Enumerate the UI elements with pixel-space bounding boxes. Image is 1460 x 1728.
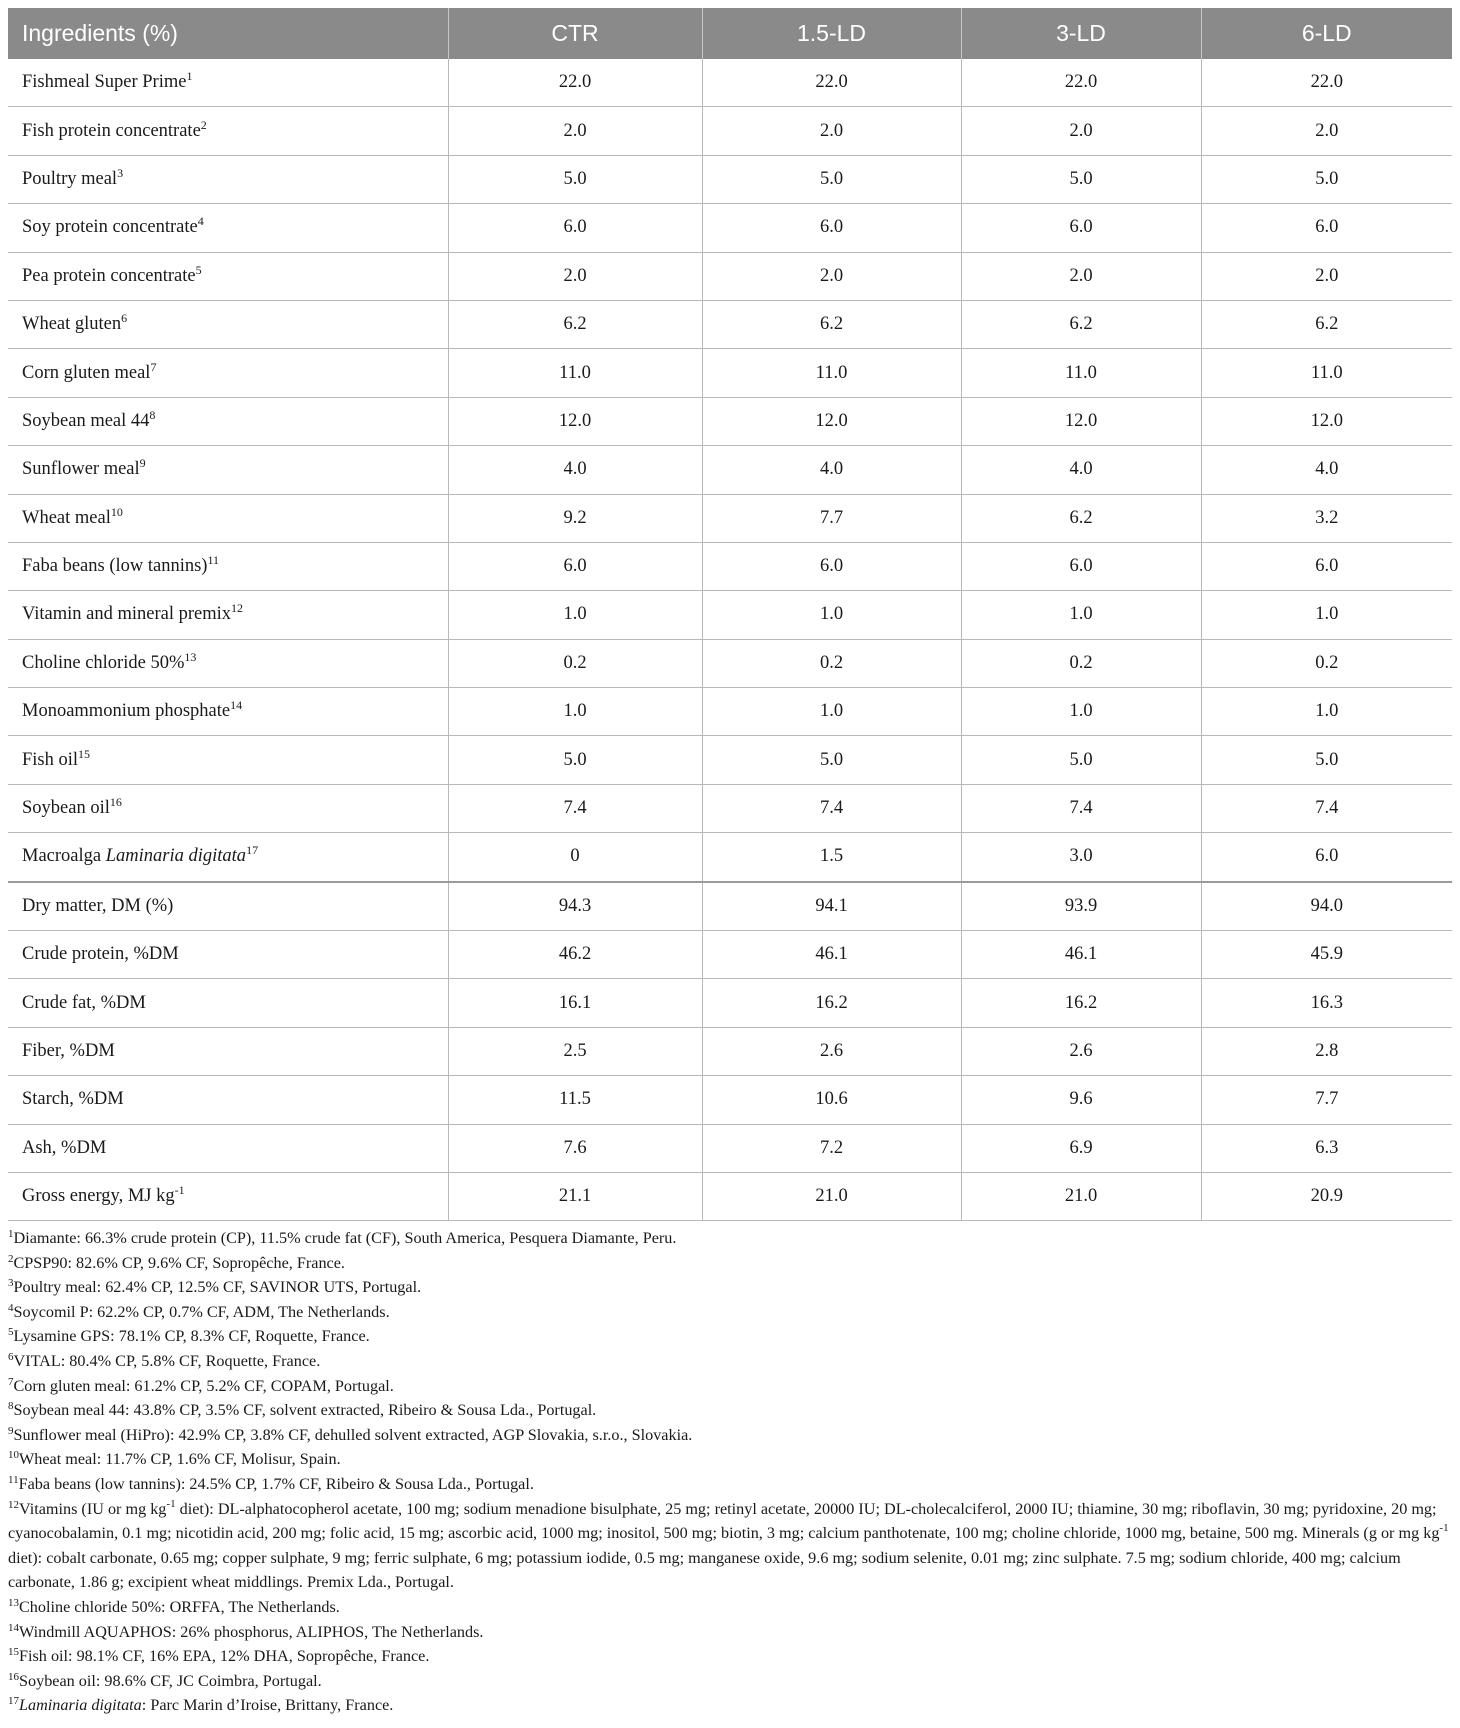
table-cell: 10.6: [702, 1076, 961, 1124]
footnote-ref: 6: [121, 311, 128, 326]
footnote-ref: 15: [78, 746, 91, 761]
table-cell: 7.4: [448, 784, 702, 832]
ingredient-name-italic: Laminaria digitata: [105, 846, 247, 867]
footnote-number: 10: [8, 1449, 19, 1462]
footnote-number: 13: [8, 1596, 19, 1609]
table-cell: 9.6: [961, 1076, 1201, 1124]
table-cell: 4.0: [1201, 446, 1452, 494]
footnote-ref: 4: [197, 214, 204, 229]
table-row: [8, 446, 1452, 494]
ingredient-name: Soybean oil: [22, 798, 110, 819]
footnote-ref: 11: [207, 553, 220, 568]
footnote-text: VITAL: 80.4% CP, 5.8% CF, Roquette, France.: [13, 1351, 321, 1370]
table-cell: 2.0: [702, 252, 961, 300]
table-cell: 2.0: [1201, 107, 1452, 155]
row-label: [8, 204, 448, 252]
column-header-ingredients: Ingredients (%): [8, 8, 448, 59]
table-cell: 11.0: [702, 349, 961, 397]
composition-name: Gross energy, MJ kg: [22, 1186, 175, 1207]
table-cell: 7.4: [1201, 784, 1452, 832]
footnote-ref: 9: [139, 456, 146, 471]
table-row: [8, 736, 1452, 784]
table-row: [8, 1076, 1452, 1124]
unit-exponent: -1: [174, 1183, 185, 1198]
table-cell: 1.0: [1201, 591, 1452, 639]
table-cell: 7.6: [448, 1124, 702, 1172]
footnote: [8, 1423, 1452, 1448]
ingredient-name: Vitamin and mineral premix: [22, 604, 232, 625]
table-cell: 1.0: [961, 591, 1201, 639]
table-cell: 2.0: [448, 107, 702, 155]
composition-name: Dry matter, DM (%): [22, 895, 174, 916]
table-cell: 12.0: [448, 397, 702, 445]
table-cell: 1.0: [448, 591, 702, 639]
table-cell: 1.0: [961, 688, 1201, 736]
row-label: [8, 542, 448, 590]
footnote-ref: 12: [231, 601, 244, 616]
table-cell: 6.2: [448, 300, 702, 348]
footnote-text: Corn gluten meal: 61.2% CP, 5.2% CF, COPAM, Portugal.: [13, 1376, 394, 1395]
table-cell: 94.3: [448, 882, 702, 931]
unit-exponent: -1: [166, 1497, 176, 1510]
table-cell: 22.0: [448, 59, 702, 107]
table-cell: 2.6: [702, 1027, 961, 1075]
footnote: [8, 1251, 1452, 1276]
row-label: [8, 931, 448, 979]
table-cell: 2.0: [702, 107, 961, 155]
footnote-ref: 10: [110, 504, 123, 519]
table-cell: 46.1: [702, 931, 961, 979]
footnote-number: 7: [8, 1375, 14, 1388]
diet-composition-table: [8, 8, 1452, 1221]
footnote-number: 5: [8, 1326, 14, 1339]
footnote-ref: 2: [200, 117, 207, 132]
table-header: [8, 8, 1452, 59]
table-row: [8, 349, 1452, 397]
table-row: [8, 300, 1452, 348]
table-row: [8, 107, 1452, 155]
footnote-number: 17: [8, 1695, 19, 1708]
table-cell: 5.0: [702, 736, 961, 784]
ingredient-name: Macroalga: [22, 846, 106, 867]
footnote-ref: 17: [246, 843, 259, 858]
table-cell: 1.0: [702, 591, 961, 639]
footnote-italic: Laminaria digitata: [19, 1696, 142, 1715]
table-cell: 5.0: [1201, 736, 1452, 784]
footnote-number: 12: [8, 1498, 19, 1511]
footnote-ref: 3: [117, 165, 124, 180]
row-label: [8, 252, 448, 300]
table-row: [8, 494, 1452, 542]
footnote: [8, 1324, 1452, 1349]
row-label: [8, 1076, 448, 1124]
table-cell: 6.0: [448, 542, 702, 590]
footnote: [8, 1374, 1452, 1399]
table-cell: 0.2: [1201, 639, 1452, 687]
footnote: [8, 1669, 1452, 1694]
ingredient-name: Wheat meal: [22, 507, 111, 528]
footnote-number: 3: [8, 1277, 14, 1290]
table-cell: 21.1: [448, 1172, 702, 1220]
row-label: [8, 300, 448, 348]
table-cell: 20.9: [1201, 1172, 1452, 1220]
footnote-number: 11: [8, 1473, 19, 1486]
table-cell: 16.1: [448, 979, 702, 1027]
footnote: [8, 1472, 1452, 1497]
table-cell: 6.2: [961, 494, 1201, 542]
table-cell: 6.0: [961, 542, 1201, 590]
footnote-text: Choline chloride 50%: ORFFA, The Netherlands.: [19, 1597, 340, 1616]
table-cell: 11.5: [448, 1076, 702, 1124]
table-cell: 94.1: [702, 882, 961, 931]
footnote-number: 4: [8, 1301, 14, 1314]
table-cell: 45.9: [1201, 931, 1452, 979]
composition-name: Crude fat, %DM: [22, 992, 146, 1013]
footnote: [8, 1693, 1452, 1718]
footnote: [8, 1620, 1452, 1645]
footnote-text: diet): DL-alphatocopherol acetate, 100 mg; sodium menadione bisulphate, 25 mg; retinyl acetate, 20000 IU; DL-cholecalciferol, 2000 IU; thiamine, 30 mg; riboflavin, 30 mg; pyridoxine, 20 mg; cyanocobalamin, 0.1 mg; nicotidin acid, 200 mg; folic acid, 15 mg; ascorbic acid, 1000 mg; inositol, 500 mg; biotin, 3 mg; calcium panthotenate, 100 mg; choline chloride, 1000 mg, betaine, 500 mg. Minerals (g or mg kg: [8, 1499, 1440, 1543]
table-cell: 0.2: [702, 639, 961, 687]
table-cell: 5.0: [702, 155, 961, 203]
table-row: [8, 882, 1452, 931]
table-cell: 93.9: [961, 882, 1201, 931]
footnote-text: Faba beans (low tannins): 24.5% CP, 1.7% CF, Ribeiro & Sousa Lda., Portugal.: [18, 1474, 534, 1493]
row-label: [8, 688, 448, 736]
ingredient-name: Poultry meal: [22, 168, 118, 189]
column-header-ctr: CTR: [448, 8, 702, 59]
table-row: [8, 931, 1452, 979]
table-row: [8, 204, 1452, 252]
table-cell: 1.0: [1201, 688, 1452, 736]
footnote-number: 15: [8, 1646, 19, 1659]
ingredient-name: Corn gluten meal: [22, 362, 151, 383]
table-cell: 6.9: [961, 1124, 1201, 1172]
footnote-number: 9: [8, 1424, 14, 1437]
row-label: [8, 107, 448, 155]
table-row: [8, 784, 1452, 832]
ingredient-name: Fish protein concentrate: [22, 120, 201, 141]
table-cell: 4.0: [702, 446, 961, 494]
footnote-text: Wheat meal: 11.7% CP, 1.6% CF, Molisur, Spain.: [19, 1450, 341, 1469]
table-cell: 11.0: [1201, 349, 1452, 397]
footnote-number: 8: [8, 1400, 14, 1413]
table-cell: 6.2: [961, 300, 1201, 348]
footnote-text: Sunflower meal (HiPro): 42.9% CP, 3.8% CF, dehulled solvent extracted, AGP Slovakia, s.r.o., Slovakia.: [13, 1425, 693, 1444]
footnote: [8, 1275, 1452, 1300]
table-cell: 3.0: [961, 833, 1201, 882]
ingredient-name: Choline chloride 50%: [22, 652, 185, 673]
footnote: [8, 1447, 1452, 1472]
table-cell: 1.0: [702, 688, 961, 736]
footnote: [8, 1595, 1452, 1620]
table-cell: 5.0: [961, 736, 1201, 784]
table-cell: 6.3: [1201, 1124, 1452, 1172]
table-cell: 6.0: [702, 204, 961, 252]
table-cell: 5.0: [448, 155, 702, 203]
row-label: [8, 1172, 448, 1220]
row-label: [8, 155, 448, 203]
table-row: [8, 1027, 1452, 1075]
footnote-number: 6: [8, 1350, 14, 1363]
row-label: [8, 736, 448, 784]
table-cell: 7.4: [702, 784, 961, 832]
table-row: [8, 639, 1452, 687]
ingredient-name: Pea protein concentrate: [22, 265, 196, 286]
footnote: [8, 1349, 1452, 1374]
table-cell: 6.2: [702, 300, 961, 348]
table-cell: 2.0: [1201, 252, 1452, 300]
table-cell: 22.0: [961, 59, 1201, 107]
table-cell: 46.1: [961, 931, 1201, 979]
table-row: [8, 591, 1452, 639]
ingredient-name: Soybean meal 44: [22, 410, 150, 431]
table-cell: 11.0: [961, 349, 1201, 397]
table-cell: 16.2: [961, 979, 1201, 1027]
table-body: [8, 59, 1452, 1221]
table-row: [8, 1124, 1452, 1172]
footnote: [8, 1300, 1452, 1325]
row-label: [8, 1027, 448, 1075]
table-row: [8, 252, 1452, 300]
footnote-text: Vitamins (IU or mg kg: [19, 1499, 167, 1518]
composition-name: Fiber, %DM: [22, 1041, 115, 1061]
row-label: [8, 979, 448, 1027]
table-footnotes: [8, 1226, 1452, 1718]
row-label: [8, 833, 448, 882]
table-cell: 6.0: [1201, 542, 1452, 590]
footnote-number: 14: [8, 1621, 19, 1634]
table-cell: 11.0: [448, 349, 702, 397]
table-cell: 12.0: [961, 397, 1201, 445]
footnote-ref: 13: [184, 649, 197, 664]
table-cell: 6.0: [1201, 204, 1452, 252]
table-cell: 2.5: [448, 1027, 702, 1075]
footnote-text: Fish oil: 98.1% CF, 16% EPA, 12% DHA, Sopropêche, France.: [19, 1647, 430, 1666]
header-row: [8, 8, 1452, 59]
footnote-text: Poultry meal: 62.4% CP, 12.5% CF, SAVINOR UTS, Portugal.: [13, 1278, 422, 1297]
table-cell: 2.8: [1201, 1027, 1452, 1075]
table-cell: 7.2: [702, 1124, 961, 1172]
table-cell: 0.2: [961, 639, 1201, 687]
footnote-number: 2: [8, 1252, 14, 1265]
table-cell: 7.7: [1201, 1076, 1452, 1124]
footnote-text: Lysamine GPS: 78.1% CP, 8.3% CF, Roquette, France.: [13, 1327, 370, 1346]
table-cell: 1.5: [702, 833, 961, 882]
ingredient-name: Sunflower meal: [22, 459, 140, 480]
ingredient-name: Monoammonium phosphate: [22, 701, 231, 722]
footnote-text: CPSP90: 82.6% CP, 9.6% CF, Sopropêche, France.: [13, 1253, 345, 1272]
footnote-ref: 16: [109, 795, 122, 810]
footnote-ref: 7: [150, 359, 157, 374]
table-row: [8, 542, 1452, 590]
table-cell: 21.0: [961, 1172, 1201, 1220]
table-cell: 1.0: [448, 688, 702, 736]
footnote-number: 16: [8, 1670, 19, 1683]
footnote-text: : Parc Marin d’Iroise, Brittany, France.: [141, 1696, 394, 1715]
table-cell: 6.0: [448, 204, 702, 252]
table-cell: 7.4: [961, 784, 1201, 832]
table-cell: 21.0: [702, 1172, 961, 1220]
table-cell: 2.0: [961, 107, 1201, 155]
composition-name: Starch, %DM: [22, 1089, 124, 1110]
footnote-text: Soycomil P: 62.2% CP, 0.7% CF, ADM, The Netherlands.: [13, 1302, 390, 1321]
table-cell: 5.0: [448, 736, 702, 784]
row-label: [8, 639, 448, 687]
table-cell: 12.0: [1201, 397, 1452, 445]
table-cell: 12.0: [702, 397, 961, 445]
table-cell: 4.0: [448, 446, 702, 494]
table-cell: 3.2: [1201, 494, 1452, 542]
footnote-text: Diamante: 66.3% crude protein (CP), 11.5% crude fat (CF), South America, Pesquera Diamante, Peru.: [13, 1229, 677, 1247]
ingredient-name: Faba beans (low tannins): [22, 556, 208, 577]
table-cell: 6.0: [1201, 833, 1452, 882]
table-cell: 22.0: [1201, 59, 1452, 107]
table-cell: 7.7: [702, 494, 961, 542]
table-cell: 16.3: [1201, 979, 1452, 1027]
footnote-ref: 5: [195, 262, 202, 277]
table-cell: 5.0: [1201, 155, 1452, 203]
row-label: [8, 1124, 448, 1172]
column-header-3-ld: 3-LD: [961, 8, 1201, 59]
row-label: [8, 591, 448, 639]
table-cell: 2.0: [961, 252, 1201, 300]
row-label: [8, 882, 448, 931]
table-row: [8, 979, 1452, 1027]
ingredient-name: Wheat gluten: [22, 314, 122, 335]
table-cell: 22.0: [702, 59, 961, 107]
table-cell: 0: [448, 833, 702, 882]
composition-name: Ash, %DM: [22, 1137, 107, 1158]
footnote: [8, 1398, 1452, 1423]
footnote-number: 1: [8, 1228, 14, 1240]
footnote-ref: 14: [230, 698, 243, 713]
ingredient-name: Soy protein concentrate: [22, 217, 198, 238]
footnote-text: Soybean oil: 98.6% CF, JC Coimbra, Portugal.: [19, 1671, 322, 1690]
ingredient-name: Fish oil: [22, 749, 79, 770]
composition-name: Crude protein, %DM: [22, 944, 179, 965]
table-cell: 4.0: [961, 446, 1201, 494]
table-cell: 9.2: [448, 494, 702, 542]
row-label: [8, 784, 448, 832]
table-cell: 46.2: [448, 931, 702, 979]
footnote-ref: 8: [149, 407, 156, 422]
table-cell: 6.0: [961, 204, 1201, 252]
table-cell: 94.0: [1201, 882, 1452, 931]
column-header-1-5-ld: 1.5-LD: [702, 8, 961, 59]
row-label: [8, 494, 448, 542]
table-cell: 2.6: [961, 1027, 1201, 1075]
table-row: [8, 688, 1452, 736]
row-label: [8, 446, 448, 494]
table-row: [8, 397, 1452, 445]
footnote-text: Soybean meal 44: 43.8% CP, 3.5% CF, solvent extracted, Ribeiro & Sousa Lda., Portugal.: [13, 1401, 597, 1420]
footnote-ref: 1: [186, 69, 193, 84]
table-cell: 0.2: [448, 639, 702, 687]
footnote: [8, 1226, 1452, 1251]
ingredient-name: Fishmeal Super Prime: [22, 72, 187, 93]
footnote-text: diet): cobalt carbonate, 0.65 mg; copper sulphate, 9 mg; ferric sulphate, 6 mg; potassium iodide, 0.5 mg; manganese oxide, 9.6 mg; sodium selenite, 0.01 mg; zinc sulphate. 7.5 mg; sodium chloride, 400 mg; calcium carbonate, 1.86 g; excipient wheat middlings. Premix Lda., Portugal.: [8, 1548, 1401, 1592]
row-label: [8, 349, 448, 397]
footnote: [8, 1497, 1452, 1595]
table-row: [8, 155, 1452, 203]
column-header-6-ld: 6-LD: [1201, 8, 1452, 59]
table-row: [8, 59, 1452, 107]
unit-exponent: -1: [1439, 1522, 1449, 1535]
table-cell: 6.0: [702, 542, 961, 590]
row-label: [8, 59, 448, 107]
table-cell: 5.0: [961, 155, 1201, 203]
table-row: [8, 833, 1452, 882]
table-cell: 16.2: [702, 979, 961, 1027]
row-label: [8, 397, 448, 445]
table-cell: 2.0: [448, 252, 702, 300]
footnote-text: Windmill AQUAPHOS: 26% phosphorus, ALIPHOS, The Netherlands.: [19, 1622, 484, 1641]
table-row: [8, 1172, 1452, 1220]
footnote: [8, 1644, 1452, 1669]
table-cell: 6.2: [1201, 300, 1452, 348]
